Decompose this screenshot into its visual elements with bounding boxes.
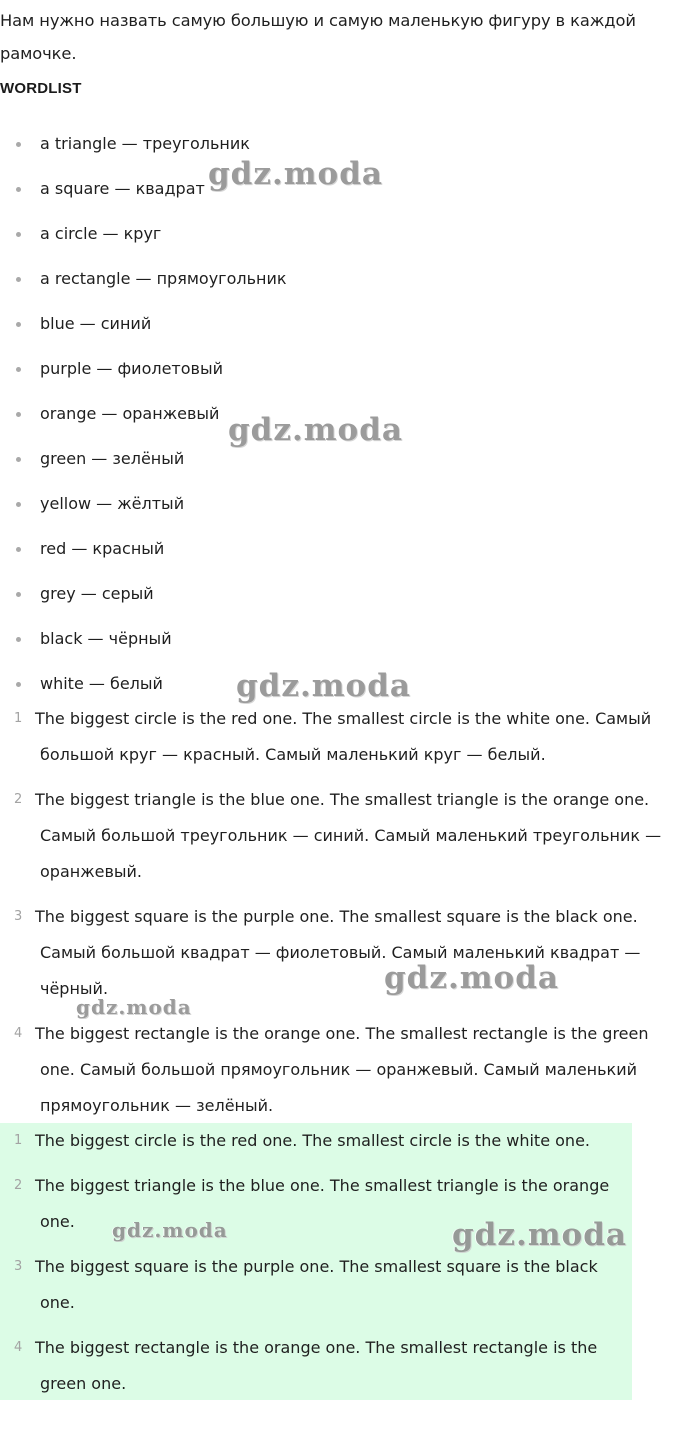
wordlist-item-text: white — белый	[40, 674, 163, 693]
answer-item	[0, 1016, 672, 1124]
watermark: gdz.moda	[112, 1218, 228, 1242]
wordlist-item	[0, 356, 287, 401]
bullet-icon	[16, 457, 21, 462]
answer-text: The biggest square is the purple one. The smallest square is the black one.	[35, 1257, 598, 1312]
watermark: gdz.moda	[228, 412, 403, 448]
bullet-icon	[16, 547, 21, 552]
bullet-icon	[16, 367, 21, 372]
watermark: gdz.moda	[452, 1217, 627, 1253]
answer-number: 4	[14, 1026, 23, 1041]
wordlist-item-text: yellow — жёлтый	[40, 494, 185, 513]
highlighted-answer-item	[0, 1123, 632, 1159]
wordlist-item-text: green — зелёный	[40, 449, 185, 468]
wordlist-item	[0, 491, 287, 536]
wordlist-item-text: purple — фиолетовый	[40, 359, 223, 378]
wordlist-item-text: a triangle — треугольник	[40, 134, 250, 153]
answer-number: 1	[14, 711, 23, 726]
answer-number: 2	[14, 792, 23, 807]
highlighted-answer-item	[0, 1330, 632, 1402]
wordlist-item-text: black — чёрный	[40, 629, 172, 648]
answer-item	[0, 782, 672, 890]
wordlist-item	[0, 266, 287, 311]
wordlist-item	[0, 446, 287, 491]
answer-number: 4	[14, 1340, 23, 1355]
answer-text: The biggest circle is the red one. The smallest circle is the white one. Самый большой круг — красный. Самый маленький круг — белый.	[35, 709, 652, 764]
answer-number: 3	[14, 1259, 23, 1274]
answer-item	[0, 701, 672, 773]
answer-text: The biggest rectangle is the orange one. The smallest rectangle is the green one.	[35, 1338, 598, 1393]
wordlist-item-text: orange — оранжевый	[40, 404, 220, 423]
intro-text: Нам нужно назвать самую большую и самую маленькую фигуру в каждой рамочке.	[0, 11, 636, 63]
bullet-icon	[16, 637, 21, 642]
bullet-icon	[16, 322, 21, 327]
bullet-icon	[16, 592, 21, 597]
wordlist-item	[0, 581, 287, 626]
answer-number: 3	[14, 909, 23, 924]
answer-text: The biggest triangle is the blue one. The smallest triangle is the orange one.	[35, 1176, 610, 1231]
bullet-icon	[16, 142, 21, 147]
bullet-icon	[16, 277, 21, 282]
answer-number: 2	[14, 1178, 23, 1193]
wordlist-item-text: a rectangle — прямоугольник	[40, 269, 287, 288]
bullet-icon	[16, 187, 21, 192]
answers-list	[0, 701, 672, 1133]
wordlist-item-text: a circle — круг	[40, 224, 162, 243]
answer-text: The biggest circle is the red one. The smallest circle is the white one.	[35, 1131, 590, 1150]
bullet-icon	[16, 232, 21, 237]
wordlist-item-text: blue — синий	[40, 314, 152, 333]
bullet-icon	[16, 412, 21, 417]
highlighted-answers-list	[0, 1123, 632, 1411]
wordlist-item	[0, 311, 287, 356]
wordlist-item-text: red — красный	[40, 539, 165, 558]
watermark: gdz.moda	[236, 668, 411, 704]
wordlist-item-text: grey — серый	[40, 584, 154, 603]
wordlist-item	[0, 626, 287, 671]
bullet-icon	[16, 682, 21, 687]
wordlist-item	[0, 221, 287, 266]
answer-item	[0, 899, 672, 1007]
watermark: gdz.moda	[384, 960, 559, 996]
bullet-icon	[16, 502, 21, 507]
watermark: gdz.moda	[208, 156, 383, 192]
answer-text: The biggest triangle is the blue one. The smallest triangle is the orange one. Самый большой треугольник — синий. Самый маленький треугольник — оранжевый.	[35, 790, 662, 881]
wordlist-item	[0, 536, 287, 581]
answer-text: The biggest square is the purple one. The smallest square is the black one. Самый большой квадрат — фиолетовый. Самый маленький квадрат — чёрный.	[35, 907, 641, 998]
highlighted-answer-item	[0, 1249, 632, 1321]
wordlist-heading: WORDLIST	[0, 80, 82, 97]
watermark: gdz.moda	[76, 995, 192, 1019]
answer-number: 1	[14, 1133, 23, 1148]
answer-text: The biggest rectangle is the orange one. The smallest rectangle is the green one. Самый большой прямоугольник — оранжевый. Самый маленький прямоугольник — зелёный.	[35, 1024, 649, 1115]
wordlist-item-text: a square — квадрат	[40, 179, 205, 198]
